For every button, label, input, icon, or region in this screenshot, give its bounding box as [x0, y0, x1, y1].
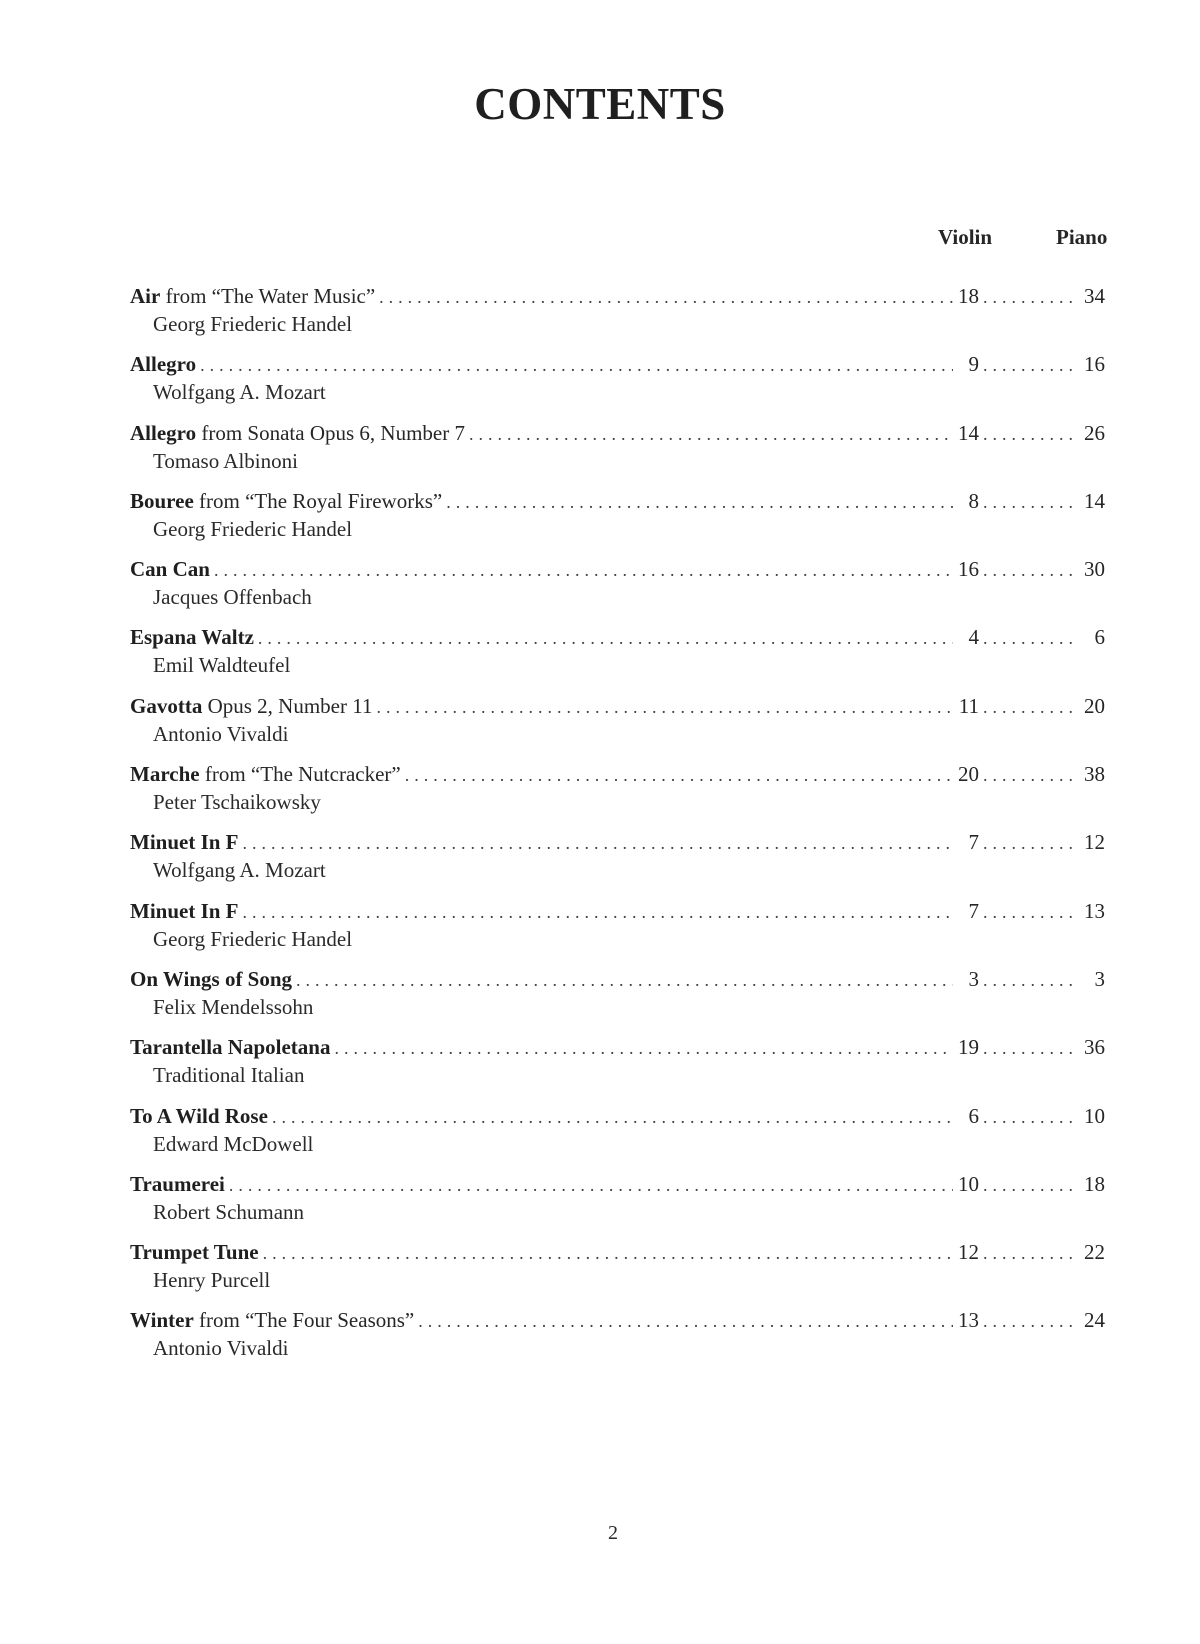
piece-title [130, 489, 442, 514]
toc-title-row [130, 284, 1105, 312]
piece-title [130, 421, 465, 446]
violin-page-number: 10 [958, 1171, 979, 1196]
dot-leader [983, 1107, 1079, 1128]
table-of-contents [0, 280, 1200, 1373]
composer-name: Felix Mendelssohn [153, 994, 314, 1019]
toc-entry[interactable] [0, 758, 1200, 826]
dot-leader [983, 970, 1079, 991]
violin-page-number: 11 [958, 693, 979, 718]
toc-title-row [130, 899, 1105, 927]
piece-title-bold: Air [130, 284, 161, 308]
piano-page-number: 12 [1084, 830, 1105, 855]
dot-leader [983, 1311, 1079, 1332]
piece-title-bold: Traumerei [130, 1171, 225, 1196]
dot-leader [446, 492, 953, 513]
toc-entry[interactable] [0, 895, 1200, 963]
piece-title [130, 284, 375, 309]
piece-title-bold: Can Can [130, 557, 210, 582]
dot-leader [214, 560, 953, 581]
piano-page-number: 20 [1084, 693, 1105, 718]
piece-title [130, 1104, 268, 1129]
dot-leader [296, 970, 953, 991]
piano-page-number: 10 [1084, 1103, 1105, 1128]
dot-leader [983, 492, 1079, 513]
dot-leader [983, 1243, 1079, 1264]
toc-entry[interactable] [0, 1100, 1200, 1168]
column-header-piano: Piano [1056, 225, 1108, 249]
violin-page-number: 13 [958, 1308, 979, 1333]
toc-title-row [130, 1240, 1105, 1268]
piano-page-number: 38 [1084, 762, 1105, 787]
toc-entry[interactable] [0, 348, 1200, 416]
violin-page-number: 7 [968, 830, 979, 855]
toc-title-row [130, 1172, 1105, 1200]
composer-name: Traditional Italian [153, 1063, 305, 1088]
violin-page-number: 18 [958, 284, 979, 308]
toc-title-row [130, 352, 1105, 380]
toc-title-row [130, 557, 1105, 585]
piece-title [130, 899, 239, 924]
violin-page-number: 3 [968, 966, 979, 991]
piano-page-number: 26 [1084, 420, 1105, 445]
piece-title [130, 1308, 414, 1333]
piano-page-number: 34 [1084, 284, 1105, 308]
violin-page-number: 12 [958, 1240, 979, 1265]
dot-leader [376, 697, 953, 718]
piece-title-bold: Espana Waltz [130, 625, 254, 650]
violin-page-number: 4 [968, 625, 979, 650]
piece-title-bold: Gavotta [130, 693, 203, 718]
piece-title-rest: from “The Water Music” [160, 284, 376, 308]
toc-title-row [130, 421, 1105, 449]
composer-name: Edward McDowell [153, 1131, 314, 1156]
piano-page-number: 6 [1094, 625, 1105, 650]
composer-name: Georg Friederic Handel [153, 926, 353, 951]
composer-name: Wolfgang A. Mozart [153, 380, 326, 405]
composer-name: Wolfgang A. Mozart [153, 858, 326, 883]
toc-title-row [130, 762, 1105, 790]
dot-leader [243, 902, 953, 923]
composer-name: Tomaso Albinoni [153, 448, 298, 473]
dot-leader [405, 765, 953, 786]
toc-entry[interactable] [0, 690, 1200, 758]
dot-leader [229, 1175, 953, 1196]
dot-leader [200, 355, 953, 376]
piano-page-number: 14 [1084, 488, 1105, 513]
dot-leader [983, 902, 1079, 923]
violin-page-number: 6 [968, 1103, 979, 1128]
piece-title-rest: from “The Four Seasons” [193, 1308, 415, 1333]
composer-name: Emil Waldteufel [153, 653, 291, 678]
toc-title-row [130, 830, 1105, 858]
toc-entry[interactable] [0, 280, 1200, 348]
violin-page-number: 14 [958, 420, 979, 445]
piano-page-number: 13 [1084, 898, 1105, 923]
piano-page-number: 30 [1084, 557, 1105, 582]
dot-leader [983, 628, 1079, 649]
violin-page-number: 20 [958, 762, 979, 787]
composer-name: Antonio Vivaldi [153, 1336, 289, 1361]
toc-entry[interactable] [0, 826, 1200, 894]
composer-name: Henry Purcell [153, 1268, 271, 1293]
piece-title-bold: Minuet In F [130, 898, 239, 923]
piece-title [130, 694, 372, 719]
dot-leader [418, 1311, 953, 1332]
piece-title-rest: from “The Royal Fireworks” [193, 488, 443, 513]
piece-title-bold: Trumpet Tune [130, 1240, 259, 1265]
dot-leader [469, 424, 953, 445]
piece-title-bold: Allegro [130, 352, 197, 377]
toc-entry[interactable] [0, 417, 1200, 485]
toc-entry[interactable] [0, 1304, 1200, 1372]
piece-title [130, 830, 239, 855]
page-title: CONTENTS [474, 79, 726, 129]
piece-title [130, 557, 210, 582]
toc-entry[interactable] [0, 1168, 1200, 1236]
dot-leader [243, 833, 953, 854]
dot-leader [272, 1107, 953, 1128]
toc-title-row [130, 967, 1105, 995]
piece-title [130, 1240, 259, 1265]
violin-page-number: 19 [958, 1035, 979, 1060]
piano-page-number: 36 [1084, 1035, 1105, 1060]
piece-title-bold: To A Wild Rose [130, 1103, 268, 1128]
column-header-violin: Violin [938, 225, 993, 249]
toc-entry[interactable] [0, 963, 1200, 1031]
piano-page-number: 16 [1084, 352, 1105, 377]
piano-page-number: 3 [1094, 966, 1105, 991]
page-number [0, 1522, 1200, 1545]
dot-leader [983, 287, 1079, 308]
composer-name: Jacques Offenbach [153, 585, 312, 610]
dot-leader [379, 287, 953, 308]
toc-title-row [130, 694, 1105, 722]
composer-name: Georg Friederic Handel [153, 312, 353, 336]
toc-entry[interactable] [0, 553, 1200, 621]
piece-title [130, 762, 401, 787]
dot-leader [983, 355, 1079, 376]
composer-name: Peter Tschaikowsky [153, 790, 321, 815]
toc-title-row [130, 1104, 1105, 1132]
piano-page-number: 18 [1084, 1171, 1105, 1196]
piece-title-rest: Opus 2, Number 11 [202, 693, 373, 718]
piece-title-rest: from “The Nutcracker” [199, 762, 401, 787]
toc-entry[interactable] [0, 1031, 1200, 1099]
piece-title [130, 352, 196, 377]
piano-page-number: 24 [1084, 1308, 1105, 1333]
toc-entry[interactable] [0, 485, 1200, 553]
dot-leader [983, 1038, 1079, 1059]
dot-leader [983, 697, 1079, 718]
piece-title [130, 625, 254, 650]
dot-leader [983, 1175, 1079, 1196]
toc-title-row [130, 489, 1105, 517]
toc-title-row [130, 1308, 1105, 1336]
toc-entry[interactable] [0, 1236, 1200, 1304]
piece-title [130, 1172, 225, 1197]
dot-leader [983, 833, 1079, 854]
dot-leader [983, 765, 1079, 786]
piece-title [130, 967, 292, 992]
composer-name: Antonio Vivaldi [153, 721, 289, 746]
piece-title-bold: Minuet In F [130, 830, 239, 855]
piece-title-bold: Tarantella Napoletana [130, 1035, 331, 1060]
piece-title-bold: Winter [130, 1308, 194, 1333]
piece-title-bold: Allegro [130, 420, 197, 445]
toc-title-row [130, 625, 1105, 653]
toc-entry[interactable] [0, 621, 1200, 689]
violin-page-number: 16 [958, 557, 979, 582]
dot-leader [263, 1243, 953, 1264]
dot-leader [334, 1038, 953, 1059]
violin-page-number: 8 [968, 488, 979, 513]
dot-leader [983, 424, 1079, 445]
violin-page-number: 7 [968, 898, 979, 923]
piece-title-bold: On Wings of Song [130, 966, 293, 991]
piano-page-number: 22 [1084, 1240, 1105, 1265]
piece-title [130, 1035, 330, 1060]
toc-title-row [130, 1035, 1105, 1063]
violin-page-number: 9 [968, 352, 979, 377]
piece-title-bold: Marche [130, 762, 200, 787]
dot-leader [258, 628, 953, 649]
piece-title-bold: Bouree [130, 488, 194, 513]
piece-title-rest: from Sonata Opus 6, Number 7 [196, 420, 465, 445]
dot-leader [983, 560, 1079, 581]
composer-name: Robert Schumann [153, 1199, 305, 1224]
page-number-text: 2 [608, 1522, 618, 1544]
composer-name: Georg Friederic Handel [153, 516, 353, 541]
